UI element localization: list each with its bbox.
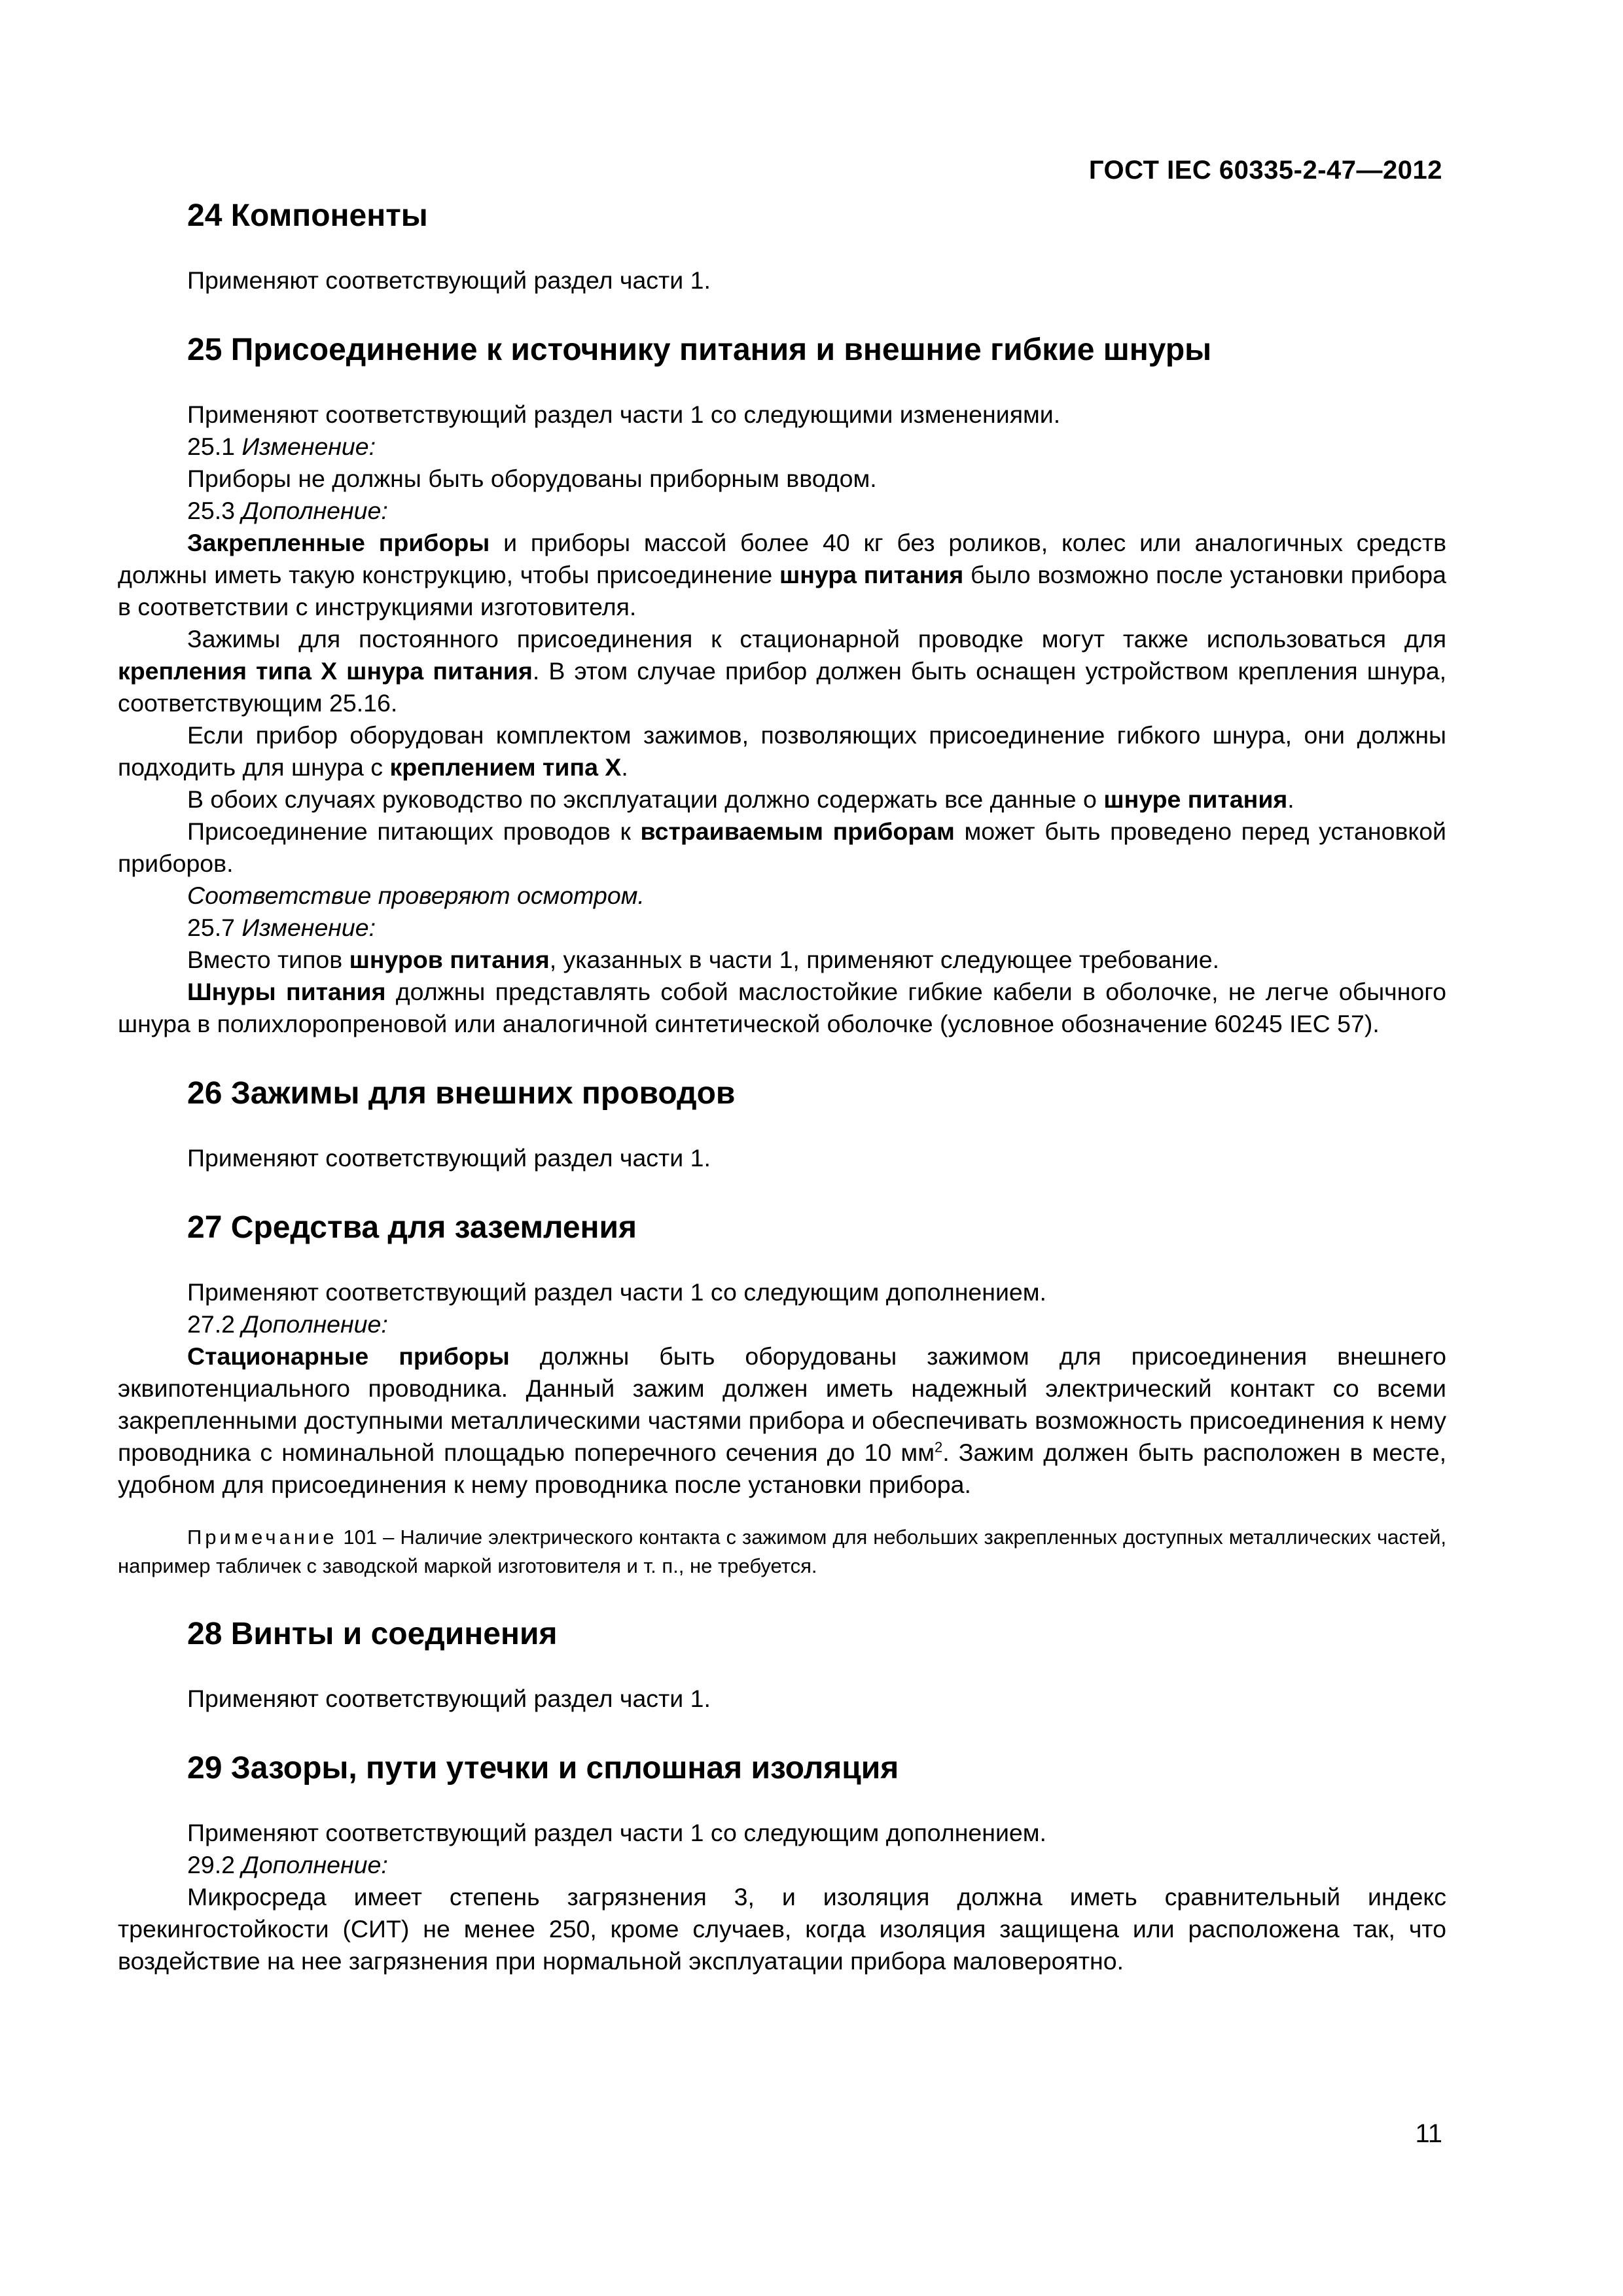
section-25-title: 25 Присоединение к источнику питания и внешние гибкие шнуры [187,332,1212,367]
paragraph-cord-types [118,944,1446,976]
section-28-text: Применяют соответствующий раздел части 1. [187,1685,711,1712]
text-run: должны быть оборудованы зажимом для присоединения внешнего эквипотенциального проводника. Данный зажим должен иметь надежный электрический контакт со всеми закрепленными доступными металлическими частями прибора и обеспечивать возможность присоединения к нему проводника с номинальной площадью поперечного сечения до 10 мм [118,1342,1446,1466]
section-26-text: Применяют соответствующий раздел части 1. [187,1144,711,1172]
text-run: Если прибор оборудован комплектом зажимов, позволяющих присоединение гибкого шнура, они должны подходить для шнура с [118,721,1446,781]
clause-number: 29.2 [187,1851,242,1878]
clause-label: Изменение: [241,433,376,460]
term: шнуре питания [1103,785,1288,813]
document-code: ГОСТ IEC 60335-2-47—2012 [1088,156,1442,185]
clause-25-3-heading [118,495,1446,527]
text-run: . [621,753,628,781]
term: шнура питания [779,561,964,588]
note-101 [118,1523,1446,1581]
clause-29-2-heading [118,1849,1446,1881]
term: Шнуры питания [187,978,386,1005]
text-run: . [1287,785,1294,813]
clause-27-2-heading [118,1308,1446,1340]
text-run: и приборы массой более 40 кг без роликов, колес или аналогичных средств должны иметь такую конструкцию, чтобы присоединение [118,529,1446,588]
clause-number: 27.2 [187,1310,242,1338]
term: креплением типа X [389,753,622,781]
term: крепления типа X шнура питания [118,657,533,685]
paragraph-micro-environment: Микросреда имеет степень загрязнения 3, и изоляция должна иметь сравнительный индекс трекингостойкости (СИТ) не менее 250, кроме случаев, когда изоляция защищена или расположена так, что воздействие на нее загрязнения при нормальной эксплуатации прибора маловероятно. [118,1883,1446,1975]
text-run: было возможно после установки прибора в соответствии с инструкциями изготовителя. [118,561,1446,620]
section-29-title: 29 Зазоры, пути утечки и сплошная изоляция [187,1751,899,1785]
paragraph-terminals [118,623,1446,719]
clause-label: Дополнение: [241,1851,388,1878]
section-27-title: 27 Средства для заземления [187,1210,637,1245]
page-number: 11 [1415,2119,1442,2148]
note-text: 101 – Наличие электрического контакта с зажимом для небольших закрепленных доступных металлических частей, например табличек с заводской маркой изготовителя и т. п., не требуется. [118,1526,1446,1577]
compliance-check: Соответствие проверяют осмотром. [187,882,645,909]
text-run: , указанных в части 1, применяют следующее требование. [549,946,1219,973]
clause-number: 25.1 [187,433,242,460]
section-28-title: 28 Винты и соединения [187,1617,558,1651]
note-label: Примечание [187,1526,338,1549]
text-run: Зажимы для постоянного присоединения к стационарной проводке могут также использоваться для [187,625,1446,653]
term: встраиваемым приборам [640,817,955,845]
document-body [118,196,1446,1977]
text-run: . Зажим должен быть расположен в месте, удобном для присоединения к нему проводника после установки прибора. [118,1439,1446,1498]
paragraph-manual [118,783,1446,816]
term: шнуров питания [349,946,550,973]
section-26-title: 26 Зажимы для внешних проводов [187,1076,736,1111]
clause-label: Дополнение: [241,497,388,524]
paragraph-built-in [118,816,1446,880]
term: Закрепленные приборы [187,529,490,556]
text-run: может быть проведено перед установкой приборов. [118,817,1446,877]
paragraph-stationary-appliances [118,1340,1446,1501]
clause-label: Изменение: [241,914,376,941]
text-run: Присоединение питающих проводов к [187,817,641,845]
term: Стационарные приборы [187,1342,510,1370]
section-24-text: Применяют соответствующий раздел части 1. [187,266,711,294]
clause-number: 25.3 [187,497,242,524]
clause-label: Дополнение: [241,1310,388,1338]
clause-25-1-text: Приборы не должны быть оборудованы приборным вводом. [187,465,877,492]
text-run: . В этом случае прибор должен быть оснащен устройством крепления шнура, соответствующим 25.16. [118,657,1446,717]
text-run: Вместо типов [187,946,349,973]
paragraph-supply-cords [118,976,1446,1040]
clause-25-7-heading [118,912,1446,944]
text-run: В обоих случаях руководство по эксплуатации должно содержать все данные о [187,785,1104,813]
paragraph-terminal-set [118,719,1446,783]
text-run: должны представлять собой маслостойкие гибкие кабели в оболочке, не легче обычного шнура в полихлоропреновой или аналогичной синтетической оболочке (условное обозначение 60245 IEC 57). [118,978,1446,1037]
section-29-intro: Применяют соответствующий раздел части 1 со следующим дополнением. [187,1819,1046,1846]
section-27-intro: Применяют соответствующий раздел части 1 со следующим дополнением. [187,1278,1046,1306]
paragraph-fixed-appliances [118,527,1446,623]
superscript: 2 [934,1439,943,1456]
section-25-intro: Применяют соответствующий раздел части 1 со следующими изменениями. [187,401,1061,428]
clause-25-1-heading [118,431,1446,463]
section-24-title: 24 Компоненты [187,198,428,233]
clause-number: 25.7 [187,914,242,941]
